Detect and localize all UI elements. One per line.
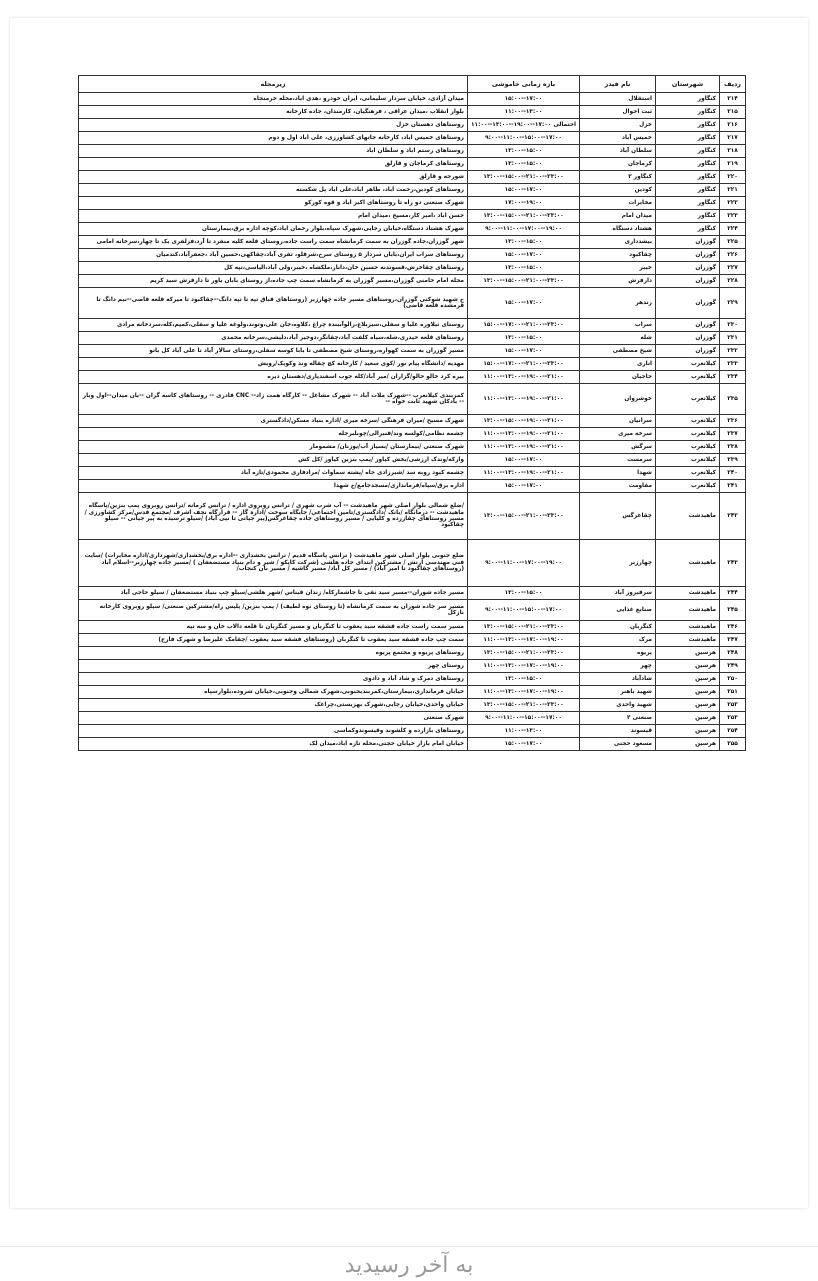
cell-feeder: خزل <box>580 119 656 132</box>
cell-area: خیابان واحدی،خیابان رجایی،شهرک بهزیستی،چراغک <box>79 699 468 712</box>
cell-area: روستاهای دهستان خزل <box>79 119 468 132</box>
cell-city: کنگاور <box>656 93 720 106</box>
cell-row-number: ۲۴۹ <box>720 660 746 673</box>
cell-feeder: دارفرش <box>580 275 656 288</box>
cell-outage-time: ۱۳:۰۰--۱۵:۰۰ <box>468 673 580 686</box>
table-row <box>79 358 746 371</box>
cell-area: روستاهای کرماجان و قارلق <box>79 158 468 171</box>
cell-area: روستاهای پریوه و مجتمع پریوه <box>79 647 468 660</box>
table-row <box>79 738 746 751</box>
cell-area: روستاهای کودین،رحمت اباد، طاهر اباد،علی اباد پل شکسته <box>79 184 468 197</box>
cell-area: شهرک صنعتی /بیمارستان /بسیاز آب/یوزنان/ مشمومار <box>79 441 468 454</box>
cell-row-number: ۲۳۹ <box>720 454 746 467</box>
cell-row-number: ۲۳۴ <box>720 371 746 384</box>
cell-row-number: ۲۵۰ <box>720 673 746 686</box>
cell-outage-time: ۱۱:۰۰--۱۳:۰۰ <box>468 725 580 738</box>
cell-row-number: ۲۲۷ <box>720 262 746 275</box>
cell-area: خیابان امام بازار خیابان حجتی،محله تازه اباد،میدان لک <box>79 738 468 751</box>
cell-feeder: میدان امام <box>580 210 656 223</box>
cell-row-number: ۲۲۴ <box>720 223 746 236</box>
cell-area: محله امام خامنی گوزران،مسیر گوزران به کرمانشاه سمت چپ جاده،از روستای بابان یاور تا دارفرش سید کریم <box>79 275 468 288</box>
cell-row-number: ۲۵۳ <box>720 712 746 725</box>
header-area: زیرمحله <box>79 76 468 93</box>
table-row <box>79 673 746 686</box>
cell-feeder: پریوه <box>580 647 656 660</box>
cell-city: کنگاور <box>656 132 720 145</box>
cell-feeder: مرک <box>580 634 656 647</box>
cell-city: کنگاور <box>656 171 720 184</box>
cell-feeder: صنایع غذایی <box>580 600 656 621</box>
table-row <box>79 332 746 345</box>
cell-city: هرسین <box>656 673 720 686</box>
cell-area: شهرک صنعتی دو راه تا روستاهای اکبر اباد و قوه کورکو <box>79 197 468 210</box>
cell-city: کیلانغرب <box>656 480 720 493</box>
cell-outage-time: ۱۳:۰۰--۱۵:۰۰--۲۱:۰۰--۲۳:۰۰ <box>468 171 580 184</box>
cell-area: روستاهای بازارده و کلشوند وقیسوندوکماسی <box>79 725 468 738</box>
table-row <box>79 371 746 384</box>
cell-outage-time: ۱۵:۰۰--۱۷:۰۰ <box>468 345 580 358</box>
cell-feeder: چهارزبر <box>580 540 656 587</box>
cell-row-number: ۲۳۵ <box>720 384 746 415</box>
cell-outage-time: ۱۳:۰۰--۱۵:۰۰ <box>468 332 580 345</box>
table-row <box>79 493 746 540</box>
cell-area: اداره برق/سپاه/فرمانداری/مسجدجامع/خ شهدا <box>79 480 468 493</box>
cell-outage-time: ۱۱:۰۰--۱۳:۰۰--۱۹:۰۰--۲۱:۰۰ <box>468 371 580 384</box>
cell-row-number: ۲۴۰ <box>720 467 746 480</box>
cell-row-number: ۲۴۵ <box>720 600 746 621</box>
cell-outage-time: ۱۳:۰۰--۱۵:۰۰ <box>468 587 580 600</box>
cell-row-number: ۲۱۶ <box>720 119 746 132</box>
table-row <box>79 145 746 158</box>
table-row <box>79 197 746 210</box>
cell-outage-time: ۹:۰۰--۱۱:۰۰--۱۷:۰۰--۱۹:۰۰ <box>468 540 580 587</box>
cell-feeder: سلطان آباد <box>580 145 656 158</box>
cell-feeder: مخابرات <box>580 197 656 210</box>
cell-city: گوزران <box>656 262 720 275</box>
cell-row-number: ۲۱۸ <box>720 145 746 158</box>
end-reached-message: به آخر رسیدید <box>344 1253 474 1278</box>
cell-row-number: ۲۴۲ <box>720 493 746 540</box>
cell-feeder: شیخ مصطفی <box>580 345 656 358</box>
cell-outage-time: احتمالی ۱۷:۰۰--۱۹:۰۰--۱۳:۰۰--۱۱:۰۰ <box>468 119 580 132</box>
cell-city: کیلانغرب <box>656 428 720 441</box>
cell-outage-time: ۹:۰۰--۱۱:۰۰--۱۵:۰۰--۱۷:۰۰ <box>468 600 580 621</box>
table-row <box>79 384 746 415</box>
cell-outage-time: ۱۱:۰۰--۱۳:۰۰--۱۹:۰۰--۲۱:۰۰ <box>468 384 580 415</box>
cell-feeder: شادآباد <box>580 673 656 686</box>
cell-outage-time: ۱۳:۰۰--۱۵:۰۰--۲۱:۰۰--۲۳:۰۰ <box>468 621 580 634</box>
cell-city: کنگاور <box>656 210 720 223</box>
cell-feeder: قیسوند <box>580 725 656 738</box>
cell-feeder: سراب <box>580 319 656 332</box>
table-row <box>79 699 746 712</box>
cell-row-number: ۲۴۳ <box>720 540 746 587</box>
cell-feeder: چقاغرگس <box>580 493 656 540</box>
cell-feeder: صنعتی ۲ <box>580 712 656 725</box>
cell-area: روستای چهر <box>79 660 468 673</box>
cell-area: خیابان فرمانداری،بیمارستان،کمربندیجنوبی،شهرک شمالی وجنوبی،خیابان شروده،بلوارسپاه <box>79 686 468 699</box>
cell-city: کیلانغرب <box>656 371 720 384</box>
outage-schedule-table <box>78 75 746 751</box>
cell-area: مسیر سمت راست جاده قشقه سید یعقوب تا کنگربان و مسیر کنگربان تا قلعه دالاب خان و سه تپه <box>79 621 468 634</box>
cell-row-number: ۲۵۲ <box>720 699 746 712</box>
cell-outage-time: ۱۵:۰۰--۱۷:۰۰ <box>468 454 580 467</box>
cell-feeder: کنگاور ۲ <box>580 171 656 184</box>
table-row <box>79 634 746 647</box>
cell-row-number: ۲۴۸ <box>720 647 746 660</box>
cell-area: شهر گوزران،جاده گوزران به سمت کرمانشاه سمت راست جاده،روستای قلعه کلیه منفرد تا آرد،فزلفری یک تا چهار،سرخانه امامی <box>79 236 468 249</box>
header-feeder: نام فیدر <box>580 76 656 93</box>
table-row <box>79 223 746 236</box>
cell-row-number: ۲۴۴ <box>720 587 746 600</box>
end-of-content-footer <box>0 1246 818 1281</box>
cell-row-number: ۲۲۸ <box>720 275 746 288</box>
cell-city: کیلانغرب <box>656 467 720 480</box>
cell-row-number: ۲۴۶ <box>720 621 746 634</box>
cell-city: هرسین <box>656 712 720 725</box>
table-row <box>79 454 746 467</box>
cell-city: کنگاور <box>656 184 720 197</box>
cell-feeder: اناری <box>580 358 656 371</box>
cell-city: ماهیدشت <box>656 621 720 634</box>
cell-area: روستاهای خمیس اباد، کارخانه جاتهای کشاورزی، علی اباد اول و دوم <box>79 132 468 145</box>
table-row <box>79 275 746 288</box>
table-row <box>79 712 746 725</box>
cell-outage-time: ۱۳:۰۰--۱۵:۰۰ <box>468 236 580 249</box>
cell-area: میدان آزادی، خیابان سردار سلیمانی، ایران خودرو ،هدی اباد،محله خرمنجاه <box>79 93 468 106</box>
cell-city: کنگاور <box>656 119 720 132</box>
cell-area: روستاهای رستم اباد و سلطان اباد <box>79 145 468 158</box>
cell-city: کنگاور <box>656 197 720 210</box>
cell-row-number: ۲۴۷ <box>720 634 746 647</box>
cell-city: کیلانغرب <box>656 384 720 415</box>
cell-area: شورجه و قارلق <box>79 171 468 184</box>
cell-outage-time: ۱۱:۰۰--۱۳:۰۰--۱۹:۰۰--۲۱:۰۰ <box>468 428 580 441</box>
cell-outage-time: ۱۳:۰۰--۱۵:۰۰--۱۹:۰۰--۲۱:۰۰ <box>468 415 580 428</box>
cell-outage-time: ۱۱:۰۰--۱۳:۰۰--۱۹:۰۰--۲۱:۰۰ <box>468 441 580 454</box>
cell-area: روستاهای سراب ایران،بابان سردار ۵ روستای سرخ،شرقلو، تفری آباد،چقاکهی،حسین آباد ،جعفرآباد،کندمیان <box>79 249 468 262</box>
cell-feeder: شهید واحدی <box>580 699 656 712</box>
cell-city: گوزران <box>656 332 720 345</box>
cell-city: کیلانغرب <box>656 454 720 467</box>
table-row <box>79 660 746 673</box>
cell-city: هرسین <box>656 660 720 673</box>
table-body <box>79 93 746 751</box>
cell-feeder: شهدا <box>580 467 656 480</box>
table-row <box>79 93 746 106</box>
header-city: شهرستان <box>656 76 720 93</box>
cell-city: کنگاور <box>656 158 720 171</box>
cell-row-number: ۲۳۳ <box>720 358 746 371</box>
cell-area: مسیر سر جاده شوران به سمت کرمانشاه (تا روستای نوه لطیف) / پمپ بنزین/ پلیس راه/مشترکین صنعتی/ سیلو روبروی کارخانه نازکل <box>79 600 468 621</box>
cell-outage-time: ۱۵:۰۰--۱۷:۰۰ <box>468 288 580 319</box>
header-row-number: ردیف <box>720 76 746 93</box>
cell-outage-time: ۹:۰۰--۱۱:۰۰--۱۵:۰۰--۱۷:۰۰ <box>468 712 580 725</box>
table-row <box>79 415 746 428</box>
cell-feeder: حاجیان <box>580 371 656 384</box>
table-row <box>79 262 746 275</box>
cell-city: گوزران <box>656 319 720 332</box>
cell-area: وارکه/وندک ارزشی/بخش کیاور /پمپ بنزین کیاور /کل کش <box>79 454 468 467</box>
cell-city: کیلانغرب <box>656 441 720 454</box>
cell-city: ماهیدشت <box>656 587 720 600</box>
table-row <box>79 184 746 197</box>
table-row <box>79 647 746 660</box>
cell-area: ضلع جنوبی بلوار اصلی شهر ماهیدشت ( ترانس پاسگاه قدیم / ترانس بخشداری --اداره برق/بخشداری/شهرداری/اداره مخابرات) /سایت فنی مهندسی ارتش / مشترکین ابتدای جاده هلشی (شرکت کاپکو / شیر و دام بنیاد مستضعفان ) /مسیر جاده چهارزبر--اسلام آباد (روستاهای چقاکبود تا امیر آباد) / مسیر کل آباد/ مسیر کاشیه / مسیر بان کنجاب/ <box>79 540 468 587</box>
cell-outage-time: ۱۳:۰۰--۱۵:۰۰ <box>468 145 580 158</box>
cell-outage-time: ۱۱:۰۰--۱۳:۰۰--۱۹:۰۰--۲۱:۰۰ <box>468 467 580 480</box>
cell-outage-time: ۱۵:۰۰--۱۷:۰۰ <box>468 738 580 751</box>
cell-feeder: کرماجان <box>580 158 656 171</box>
table-row <box>79 210 746 223</box>
cell-feeder: چقاکبود <box>580 249 656 262</box>
cell-city: گوزران <box>656 236 720 249</box>
cell-feeder: سرمست <box>580 454 656 467</box>
cell-area: شهرک هشتاد دستگاه،خیابان رجایی،شهرک سپاه،بلوار رحمان اباد،کوچه اداره برق،بیمارستان <box>79 223 468 236</box>
cell-city: کیلانغرب <box>656 358 720 371</box>
cell-feeder: چهر <box>580 660 656 673</box>
cell-outage-time: ۱۱:۰۰--۱۳:۰۰--۱۷:۰۰--۱۹:۰۰ <box>468 634 580 647</box>
cell-area: چشمه کبود روبه سد /شیرزادی جاه /پشته سماوات /مرادفاری محمودی/تازه آباد <box>79 467 468 480</box>
cell-feeder: سرفیروز آباد <box>580 587 656 600</box>
cell-outage-time: ۹:۰۰--۱۱:۰۰--۱۷:۰۰--۱۹:۰۰ <box>468 223 580 236</box>
cell-city: کیلانغرب <box>656 415 720 428</box>
cell-outage-time: ۱۱:۰۰--۱۳:۰۰--۱۷:۰۰--۱۹:۰۰ <box>468 660 580 673</box>
cell-outage-time: ۱۱:۰۰--۱۳:۰۰--۱۷:۰۰--۱۹:۰۰ <box>468 686 580 699</box>
cell-feeder: بیشدداری <box>580 236 656 249</box>
cell-outage-time: ۱۵:۰۰--۱۷:۰۰ <box>468 249 580 262</box>
cell-city: هرسین <box>656 647 720 660</box>
cell-city: کنگاور <box>656 223 720 236</box>
table-row <box>79 345 746 358</box>
cell-city: گوزران <box>656 288 720 319</box>
cell-city: هرسین <box>656 686 720 699</box>
table-row <box>79 132 746 145</box>
cell-feeder: کودین <box>580 184 656 197</box>
table-row <box>79 106 746 119</box>
cell-row-number: ۲۵۴ <box>720 725 746 738</box>
cell-row-number: ۲۳۰ <box>720 319 746 332</box>
cell-feeder: خمیس آباد <box>580 132 656 145</box>
cell-feeder: شهید باهنر <box>580 686 656 699</box>
table-row <box>79 171 746 184</box>
cell-area: /ضلع شمالی بلوار اصلی شهر ماهیدشت -- آب شرب شهری / ترانس روبروی اداره / ترانس کرمانه /ترانس روبروی پمپ بنزین/پاسگاه ماهیدشت -- درمانگاه /بانک /دادگستری/تامین اجتماعی/ جایگاه سوخت /ادارہ گاز -- قرارگاه نجف اشرف /مجتمع قدس/مرکز کشاورزی /مسیر روستاهای چقازرده و کلیایی / مسیر روستاهای جاده چقاغرگس(پیر جیانی تا نپی آباد) /سیلو ترسیده به پیر جیانی -- سیلو چقاکبود <box>79 493 468 540</box>
table-row <box>79 428 746 441</box>
table-row <box>79 540 746 587</box>
cell-row-number: ۲۲۱ <box>720 184 746 197</box>
cell-feeder: سرانیان <box>580 415 656 428</box>
cell-row-number: ۲۳۱ <box>720 332 746 345</box>
cell-row-number: ۲۲۵ <box>720 236 746 249</box>
cell-area: مسیر جاده شوران--مسیر سید نقی تا جاشمارکاه/ زندان قبناس /شهر هلشی/سیلو چپ بنیاد مستضعفان / سیلو حاجی آباد <box>79 587 468 600</box>
cell-feeder: کنگربان <box>580 621 656 634</box>
cell-city: گوزران <box>656 345 720 358</box>
cell-area: روستاهای چقاخرش،قسوندنه حسین خان،دابار،ملکشاه ،خیبر،ولی آباد،الیاسی،تپه کل <box>79 262 468 275</box>
cell-outage-time: ۱۳:۰۰--۱۵:۰۰ <box>468 158 580 171</box>
cell-row-number: ۲۳۸ <box>720 441 746 454</box>
cell-area: خ شهید شوکتی گوزران،روستاهای مسیر جاده چهارزبر (روستاهای قباق تپه تا تپه دانگ--چقاکبود تا میرکه قلعه قاضی--نیم دانگ تا قرمشده قلعه قاضی) <box>79 288 468 319</box>
cell-feeder: سرگش <box>580 441 656 454</box>
table-row <box>79 725 746 738</box>
cell-outage-time: ۱۳:۰۰--۱۵:۰۰ <box>468 262 580 275</box>
cell-city: ماهیدشت <box>656 634 720 647</box>
cell-city: ماهیدشت <box>656 540 720 587</box>
table-row <box>79 249 746 262</box>
cell-city: هرسین <box>656 738 720 751</box>
cell-row-number: ۲۱۴ <box>720 93 746 106</box>
cell-row-number: ۲۲۲ <box>720 197 746 210</box>
cell-row-number: ۲۵۱ <box>720 686 746 699</box>
cell-row-number: ۲۲۳ <box>720 210 746 223</box>
cell-area: سمت چپ جاده قشقه سید یعقوب تا کنگربان (روستاهای قشقه سید یعقوب /چقامک علیرضا و شهرک فارج) <box>79 634 468 647</box>
cell-feeder: مقاومت <box>580 480 656 493</box>
cell-row-number: ۲۱۷ <box>720 132 746 145</box>
cell-feeder: خوشروان <box>580 384 656 415</box>
cell-city: ماهیدشت <box>656 493 720 540</box>
cell-row-number: ۲۳۶ <box>720 415 746 428</box>
table-row <box>79 288 746 319</box>
table-row <box>79 236 746 249</box>
cell-city: گوزران <box>656 249 720 262</box>
cell-feeder: استقلال <box>580 93 656 106</box>
cell-city: کنگاور <box>656 145 720 158</box>
table-row <box>79 480 746 493</box>
cell-row-number: ۲۳۷ <box>720 428 746 441</box>
cell-area: حسن اباد ،امیر کار،مسیح ،میدان امام <box>79 210 468 223</box>
cell-area: بلوار انقلاب ،میدان عراقی ، فرهنگیان، کارمندان، جاده کارخانه <box>79 106 468 119</box>
cell-feeder: خیبر <box>580 262 656 275</box>
cell-city: ماهیدشت <box>656 600 720 621</box>
cell-row-number: ۲۲۰ <box>720 171 746 184</box>
cell-feeder: هشتاد دستگاه <box>580 223 656 236</box>
cell-feeder: ثبت احوال <box>580 106 656 119</box>
cell-outage-time: ۱۳:۰۰--۱۵:۰۰--۲۱:۰۰--۲۳:۰۰ <box>468 493 580 540</box>
cell-outage-time: ۱۵:۰۰--۱۷:۰۰ <box>468 480 580 493</box>
cell-outage-time: ۱۵:۰۰--۱۷:۰۰--۲۱:۰۰--۲۳:۰۰ <box>468 358 580 371</box>
cell-area: چشمه نظامی/کولسه وند/قنبرالی/چوبلبرجله <box>79 428 468 441</box>
cell-area: روستاهای دمرک و شاد آباد و دادوی <box>79 673 468 686</box>
cell-feeder: سرخه میری <box>580 428 656 441</box>
table-row <box>79 587 746 600</box>
table-row <box>79 467 746 480</box>
cell-row-number: ۲۲۹ <box>720 288 746 319</box>
cell-area: شهرک مسیح /میران فرهنگی /سرخه میری /اداره بنیاد مسکن/دادگستری <box>79 415 468 428</box>
cell-row-number: ۲۳۲ <box>720 345 746 358</box>
cell-outage-time: ۱۱:۰۰--۱۳:۰۰ <box>468 106 580 119</box>
table-row <box>79 319 746 332</box>
table-header-row <box>79 76 746 93</box>
cell-row-number: ۲۴۱ <box>720 480 746 493</box>
cell-row-number: ۲۲۶ <box>720 249 746 262</box>
cell-city: گوزران <box>656 275 720 288</box>
header-outage-time: بازه زمانی خاموشی <box>468 76 580 93</box>
cell-outage-time: ۱۵:۰۰--۱۷:۰۰ <box>468 93 580 106</box>
table-row <box>79 158 746 171</box>
cell-outage-time: ۱۳:۰۰--۱۵:۰۰--۲۱:۰۰--۲۳:۰۰ <box>468 275 580 288</box>
table-row <box>79 621 746 634</box>
cell-outage-time: ۱۵:۰۰--۱۷:۰۰ <box>468 184 580 197</box>
table-row <box>79 119 746 132</box>
cell-area: مسیر گوزران به سمت کهواره،روستای شیخ مصطفی تا بابا کوسه سفلی،روستای سالار آباد تا علی آباد کل بانو <box>79 345 468 358</box>
cell-area: روستاهای قلعه حیدری،شله،سیاه کلفت آباد،چقانگر،دوجیر آباد،دلیشی،سرخانه محمدی <box>79 332 468 345</box>
cell-outage-time: ۱۷:۰۰--۱۹:۰۰ <box>468 197 580 210</box>
cell-city: هرسین <box>656 699 720 712</box>
cell-row-number: ۲۱۵ <box>720 106 746 119</box>
cell-city: کنگاور <box>656 106 720 119</box>
cell-outage-time: ۱۳:۰۰--۱۵:۰۰--۲۱:۰۰--۲۳:۰۰ <box>468 210 580 223</box>
cell-outage-time: ۱۵:۰۰--۱۷:۰۰--۲۱:۰۰--۲۳:۰۰ <box>468 319 580 332</box>
cell-area: روستای نیلاوره علیا و سفلی،سیزبلاغ،زالوآببندہ چراغ ،کلاوه،جان علی،وتوند،ولوغه علیا و سفلی،کمیم،کله،سردخانه مرادی <box>79 319 468 332</box>
cell-outage-time: ۱۳:۰۰--۱۵:۰۰--۲۱:۰۰--۲۳:۰۰ <box>468 699 580 712</box>
cell-city: هرسین <box>656 725 720 738</box>
cell-feeder: شله <box>580 332 656 345</box>
cell-area: شهرک صنعتی <box>79 712 468 725</box>
table-row <box>79 686 746 699</box>
cell-row-number: ۲۱۹ <box>720 158 746 171</box>
cell-feeder: زندهر <box>580 288 656 319</box>
table-row <box>79 600 746 621</box>
cell-area: کمربندی کیلانغرب --شهرک ملات آباد -- شهرک مشاغل -- کارگاه همت زاد-- CNC قادری -- روستاهای کاسه گران --بان میدان--اول وبار -- بادکان شهید ثابت خواه -- <box>79 384 468 415</box>
cell-row-number: ۲۵۵ <box>720 738 746 751</box>
cell-outage-time: ۹:۰۰--۱۱:۰۰--۱۵:۰۰--۱۷:۰۰ <box>468 132 580 145</box>
cell-area: مهدیه /دانشگاه پیام نور /کوی سعید / کارخانه کچ چقاله وند وکویک/رویش <box>79 358 468 371</box>
table-row <box>79 441 746 454</box>
cell-area: بیره کرد خالو خالو/گزاران /میر آباد/کله جوب اسفندیاری/دهستان دیره <box>79 371 468 384</box>
cell-feeder: مسعود حجتی <box>580 738 656 751</box>
cell-outage-time: ۱۳:۰۰--۱۵:۰۰--۲۱:۰۰--۲۳:۰۰ <box>468 647 580 660</box>
